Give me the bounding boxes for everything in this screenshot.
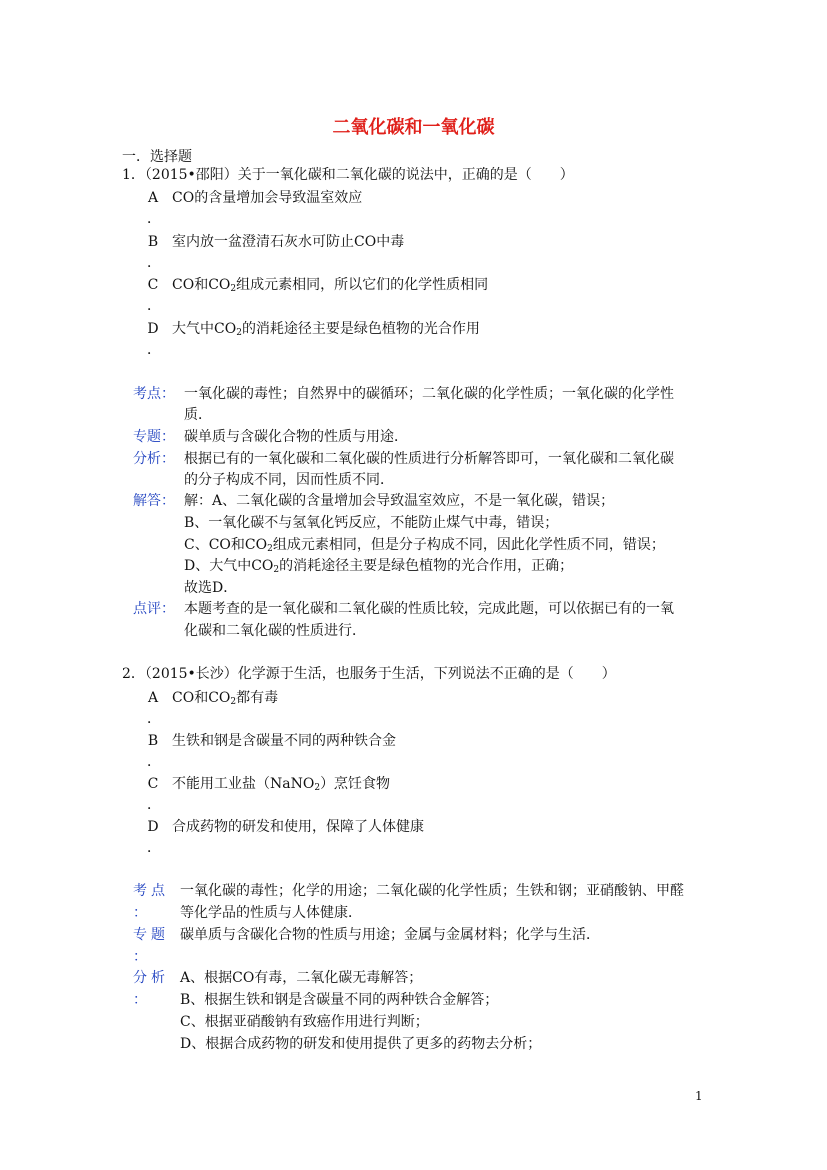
- q2-option-b-dot: ．: [147, 754, 161, 770]
- q2-fenxi-line3: C、根据亚硝酸钠有致癌作用进行判断；: [180, 1014, 429, 1030]
- q1-dianping-line2: 化碳和二氧化碳的性质进行．: [184, 623, 366, 639]
- q1-fenxi-line2: 的分子构成不同，因而性质不同．: [184, 472, 394, 488]
- q1-jieda-line4: D、大气中$CO_2$的消耗途径主要是绿色植物的光合作用，正确；: [184, 558, 574, 575]
- q2-fenxi-line1: A、根据CO有毒，二氧化碳无毒解答；: [180, 970, 423, 986]
- q1-jieda-label: 解答：: [133, 493, 175, 509]
- q2-kaodian-label: 考点: [133, 883, 169, 899]
- q1-fenxi-label: 分析：: [133, 451, 175, 467]
- q1-kaodian-label: 考点：: [133, 386, 175, 402]
- question-2-stem: 2．（2015•长沙）化学源于生活，也服务于生活，下列说法不正确的是（ ）: [122, 666, 616, 682]
- q1-option-a-letter: A: [147, 190, 159, 206]
- q1-option-c-dot: ．: [147, 298, 161, 314]
- q2-option-a-text: CO和$CO_2$都有毒: [172, 690, 279, 707]
- q2-zhuanti-colon: ：: [133, 949, 147, 965]
- q1-option-b-letter: B: [147, 234, 159, 250]
- q1-jieda-line5: 故选D．: [184, 580, 238, 596]
- section-heading: 一．选择题: [122, 149, 192, 165]
- q2-option-b-text: 生铁和钢是含碳量不同的两种铁合金: [172, 733, 396, 749]
- document-title: 二氧化碳和一氧化碳: [332, 117, 495, 138]
- q2-option-d-dot: ．: [147, 840, 161, 856]
- q2-fenxi-line2: B、根据生铁和钢是含碳量不同的两种铁合金解答；: [180, 992, 499, 1008]
- q2-fenxi-colon: ：: [133, 992, 147, 1008]
- q1-zhuanti-label: 专题：: [133, 429, 175, 445]
- q1-dianping-line1: 本题考查的是一氧化碳和二氧化碳的性质比较，完成此题，可以依据已有的一氧: [184, 601, 674, 617]
- q1-option-d-letter: D: [147, 321, 159, 337]
- q2-kaodian-line2: 等化学品的性质与人体健康．: [180, 905, 362, 921]
- q2-option-c-dot: ．: [147, 797, 161, 813]
- q1-jieda-line3: C、CO和$CO_2$组成元素相同，但是分子构成不同，因此化学性质不同，错误；: [184, 537, 665, 554]
- q1-option-c-text: CO和$CO_2$组成元素相同，所以它们的化学性质相同: [172, 277, 489, 294]
- q2-option-c-letter: C: [147, 776, 159, 792]
- q2-option-d-letter: D: [147, 819, 159, 835]
- q2-kaodian-colon: ：: [133, 905, 147, 921]
- q1-kaodian-line2: 质．: [184, 407, 212, 423]
- q2-option-c-text: 不能用工业盐（NaNO$_2$）烹饪食物: [172, 776, 391, 793]
- q1-option-a-dot: ．: [147, 211, 161, 227]
- q2-fenxi-label: 分析: [133, 970, 169, 986]
- q1-option-b-dot: ．: [147, 255, 161, 271]
- q1-option-d-dot: ．: [147, 342, 161, 358]
- q1-fenxi-line1: 根据已有的一氧化碳和二氧化碳的性质进行分析解答即可，一氧化碳和二氧化碳: [184, 451, 674, 467]
- q2-zhuanti-label: 专题: [133, 927, 169, 943]
- q2-option-a-letter: A: [147, 690, 159, 706]
- q2-option-a-dot: ．: [147, 711, 161, 727]
- q1-kaodian-line1: 一氧化碳的毒性；自然界中的碳循环；二氧化碳的化学性质；一氧化碳的化学性: [184, 386, 674, 402]
- q1-option-d-text: 大气中$CO_2$的消耗途径主要是绿色植物的光合作用: [172, 321, 480, 338]
- q2-zhuanti-text: 碳单质与含碳化合物的性质与用途；金属与金属材料；化学与生活．: [180, 927, 600, 943]
- q1-option-b-text: 室内放一盆澄清石灰水可防止CO中毒: [172, 234, 405, 250]
- q1-jieda-line1: 解：A、二氧化碳的含量增加会导致温室效应，不是一氧化碳，错误；: [184, 493, 615, 509]
- q1-jieda-line2: B、一氧化碳不与氢氧化钙反应，不能防止煤气中毒，错误；: [184, 515, 559, 531]
- q1-dianping-label: 点评：: [133, 601, 175, 617]
- page-number: 1: [695, 1089, 703, 1103]
- q2-option-b-letter: B: [147, 733, 159, 749]
- q1-option-a-text: CO的含量增加会导致温室效应: [172, 190, 363, 206]
- q2-option-d-text: 合成药物的研发和使用，保障了人体健康: [172, 819, 424, 835]
- q2-fenxi-line4: D、根据合成药物的研发和使用提供了更多的药物去分析；: [180, 1036, 542, 1052]
- question-1-stem: 1．（2015•邵阳）关于一氧化碳和二氧化碳的说法中，正确的是（ ）: [122, 167, 574, 183]
- q1-option-c-letter: C: [147, 277, 159, 293]
- q1-zhuanti-text: 碳单质与含碳化合物的性质与用途．: [184, 429, 408, 445]
- q2-kaodian-line1: 一氧化碳的毒性；化学的用途；二氧化碳的化学性质；生铁和钢；亚硝酸钠、甲醛: [180, 883, 684, 899]
